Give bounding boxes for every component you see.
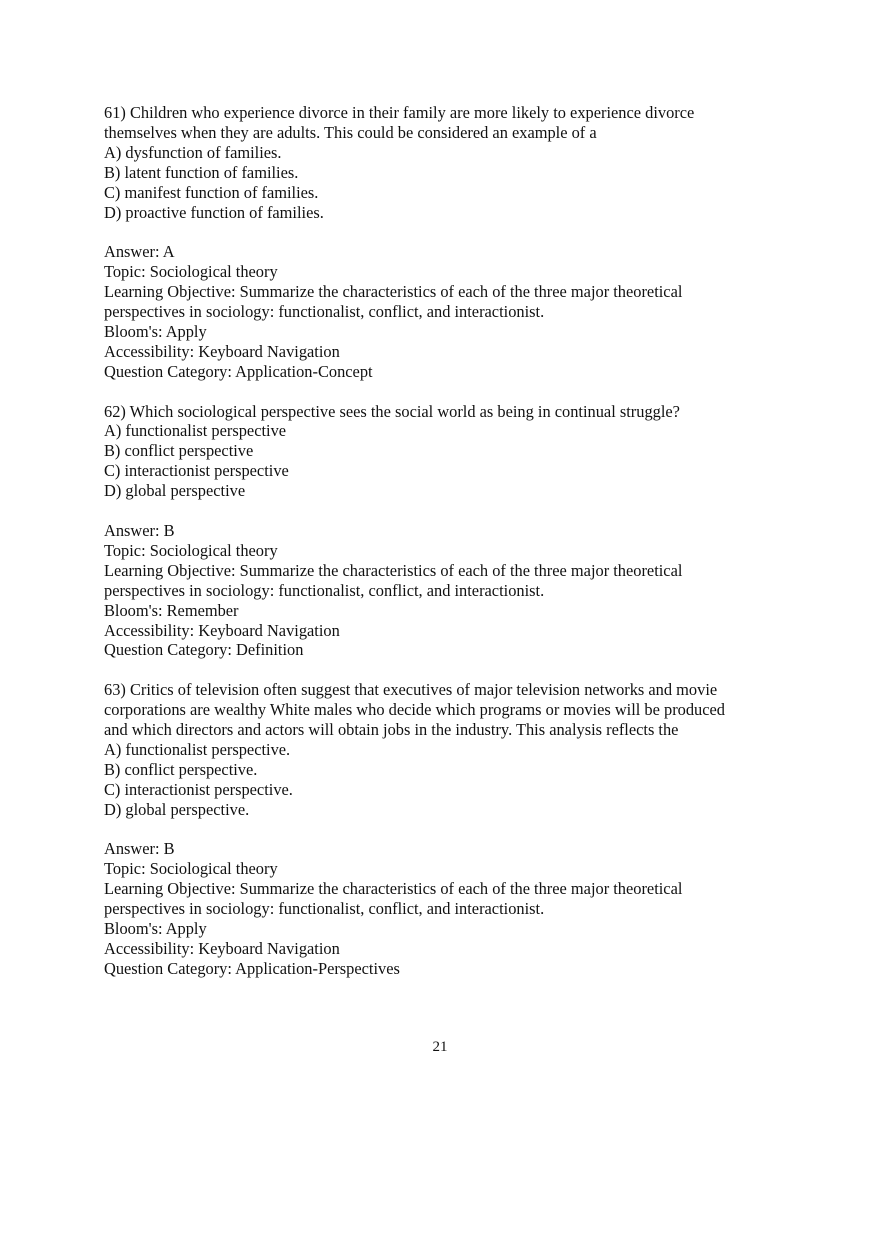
question-category: Question Category: Application-Perspectives: [104, 958, 400, 978]
answer-option-b: B) latent function of families.: [104, 162, 299, 182]
question-stem-line: corporations are wealthy White males who decide which programs or movies will be produced: [104, 700, 725, 720]
learning-objective: Learning Objective: Summarize the characteristics of each of the three major theoretical: [104, 560, 683, 580]
answer-option-c: C) manifest function of families.: [104, 182, 319, 202]
question-stem-line: and which directors and actors will obtain jobs in the industry. This analysis reflects the: [104, 720, 679, 740]
blooms-level: Bloom's: Remember: [104, 600, 239, 620]
learning-objective: Learning Objective: Summarize the characteristics of each of the three major theoretical: [104, 282, 683, 302]
answer-option-d: D) global perspective.: [104, 799, 250, 819]
question-stem-line: 62) Which sociological perspective sees the social world as being in continual struggle?: [104, 401, 680, 421]
accessibility: Accessibility: Keyboard Navigation: [104, 938, 340, 958]
spacer: [104, 501, 784, 521]
question-63: [104, 680, 784, 979]
learning-objective-continued: perspectives in sociology: functionalist, conflict, and interactionist.: [104, 580, 545, 600]
learning-objective-continued: perspectives in sociology: functionalist, conflict, and interactionist.: [104, 302, 545, 322]
learning-objective: Learning Objective: Summarize the characteristics of each of the three major theoretical: [104, 879, 683, 899]
answer-key: Answer: A: [104, 242, 175, 262]
answer-option-b: B) conflict perspective: [104, 441, 254, 461]
answer-option-c: C) interactionist perspective.: [104, 779, 293, 799]
spacer: [104, 660, 784, 680]
spacer: [104, 820, 784, 840]
answer-option-d: D) proactive function of families.: [104, 202, 324, 222]
question-stem-line: 63) Critics of television often suggest that executives of major television networks and movie: [104, 680, 718, 700]
page-number: 21: [432, 1039, 448, 1055]
question-62: [104, 402, 784, 661]
blooms-level: Bloom's: Apply: [104, 321, 207, 341]
question-stem-line: 61) Children who experience divorce in their family are more likely to experience divorce: [104, 103, 695, 122]
spacer: [104, 382, 784, 402]
accessibility: Accessibility: Keyboard Navigation: [104, 620, 340, 640]
topic: Topic: Sociological theory: [104, 262, 278, 282]
blooms-level: Bloom's: Apply: [104, 919, 207, 939]
document-page: [104, 103, 784, 979]
answer-option-c: C) interactionist perspective: [104, 461, 289, 481]
answer-option-b: B) conflict perspective.: [104, 759, 258, 779]
answer-option-a: A) functionalist perspective.: [104, 739, 291, 759]
answer-key: Answer: B: [104, 520, 175, 540]
topic: Topic: Sociological theory: [104, 540, 278, 560]
topic: Topic: Sociological theory: [104, 859, 278, 879]
answer-option-d: D) global perspective: [104, 481, 246, 501]
answer-key: Answer: B: [104, 839, 175, 859]
answer-option-a: A) dysfunction of families.: [104, 142, 282, 162]
spacer: [104, 222, 784, 242]
question-61: [104, 103, 784, 382]
question-category: Question Category: Definition: [104, 640, 304, 660]
question-stem-line: themselves when they are adults. This could be considered an example of a: [104, 122, 597, 142]
question-category: Question Category: Application-Concept: [104, 361, 373, 381]
accessibility: Accessibility: Keyboard Navigation: [104, 341, 340, 361]
learning-objective-continued: perspectives in sociology: functionalist, conflict, and interactionist.: [104, 899, 545, 919]
answer-option-a: A) functionalist perspective: [104, 421, 287, 441]
